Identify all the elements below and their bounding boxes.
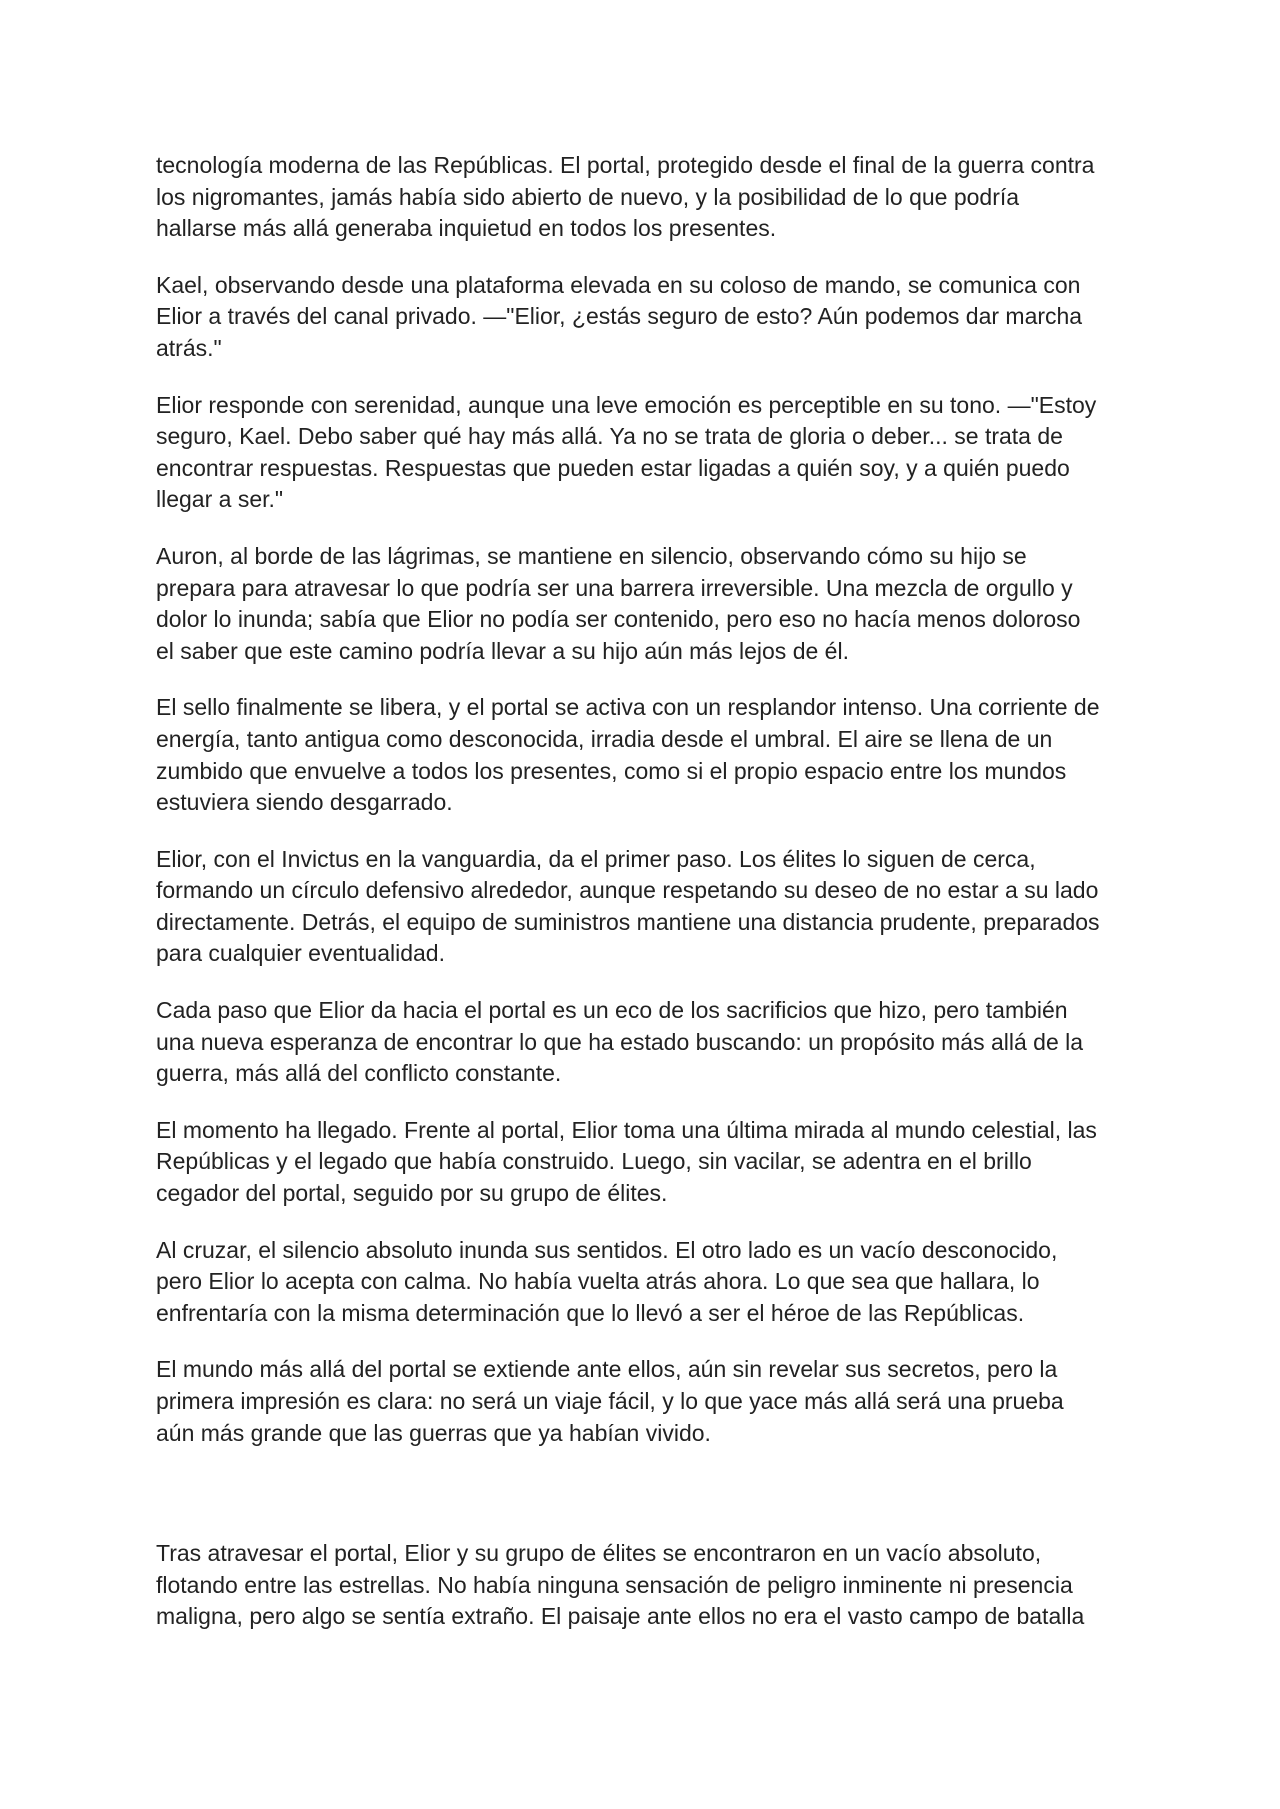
paragraph: Auron, al borde de las lágrimas, se mantiene en silencio, observando cómo su hijo se prepara para atravesar lo que podría ser una barrera irreversible. Una mezcla de orgullo y dolor lo inunda; sabía que Elior no podía ser contenido, pero eso no hacía menos doloroso el saber que este camino podría llevar a su hijo aún más lejos de él.	[156, 542, 1081, 664]
paragraph: Tras atravesar el portal, Elior y su grupo de élites se encontraron en un vacío absoluto, flotando entre las estrellas. No había ninguna sensación de peligro inminente ni presencia maligna, pero algo se sentía extraño. El paisaje ante ellos no era el vasto campo de batalla	[156, 1540, 1085, 1630]
paragraph: El sello finalmente se libera, y el portal se activa con un resplandor intenso. Una corriente de energía, tanto antigua como desconocida, irradia desde el umbral. El aire se llena de un zumbido que envuelve a todos los presentes, como si el propio espacio entre los mundos estuviera siendo desgarrado.	[156, 694, 1100, 816]
paragraph: Cada paso que Elior da hacia el portal es un eco de los sacrificios que hizo, pero también una nueva esperanza de encontrar lo que ha estado buscando: un propósito más allá de la guerra, más allá del conflicto constante.	[156, 997, 1084, 1087]
paragraph: tecnología moderna de las Repúblicas. El portal, protegido desde el final de la guerra contra los nigromantes, jamás había sido abierto de nuevo, y la posibilidad de lo que podría hallarse más allá generaba inquietud en todos los presentes.	[156, 152, 1095, 242]
paragraph: Kael, observando desde una plataforma elevada en su coloso de mando, se comunica con Elior a través del canal privado. —"Elior, ¿estás seguro de esto? Aún podemos dar marcha atrás."	[156, 271, 1083, 361]
paragraph: Al cruzar, el silencio absoluto inunda sus sentidos. El otro lado es un vacío desconocido, pero Elior lo acepta con calma. No había vuelta atrás ahora. Lo que sea que hallara, lo enfrentaría con la misma determinación que lo llevó a ser el héroe de las Repúblicas.	[156, 1236, 1058, 1326]
paragraph: Elior responde con serenidad, aunque una leve emoción es perceptible en su tono. —"Estoy seguro, Kael. Debo saber qué hay más allá. Ya no se trata de gloria o deber... se trata de encontrar respuestas. Respuestas que pueden estar ligadas a quién soy, y a quién puedo llegar a ser."	[156, 391, 1097, 513]
paragraph: El momento ha llegado. Frente al portal, Elior toma una última mirada al mundo celestial, las Repúblicas y el legado que había construido. Luego, sin vacilar, se adentra en el brillo cegador del portal, seguido por su grupo de élites.	[156, 1116, 1097, 1207]
section-gap	[156, 1474, 1136, 1538]
paragraph: El mundo más allá del portal se extiende ante ellos, aún sin revelar sus secretos, pero la primera impresión es clara: no será un viaje fácil, y lo que yace más allá será una prueba aún más grande que las guerras que ya habían vivido.	[156, 1356, 1064, 1446]
paragraph: Elior, con el Invictus en la vanguardia, da el primer paso. Los élites lo siguen de cerca, formando un círculo defensivo alrededor, aunque respetando su deseo de no estar a su lado directamente. Detrás, el equipo de suministros mantiene una distancia prudente, preparados para cualquier eventualidad.	[156, 845, 1100, 967]
document-body	[156, 150, 1136, 1658]
